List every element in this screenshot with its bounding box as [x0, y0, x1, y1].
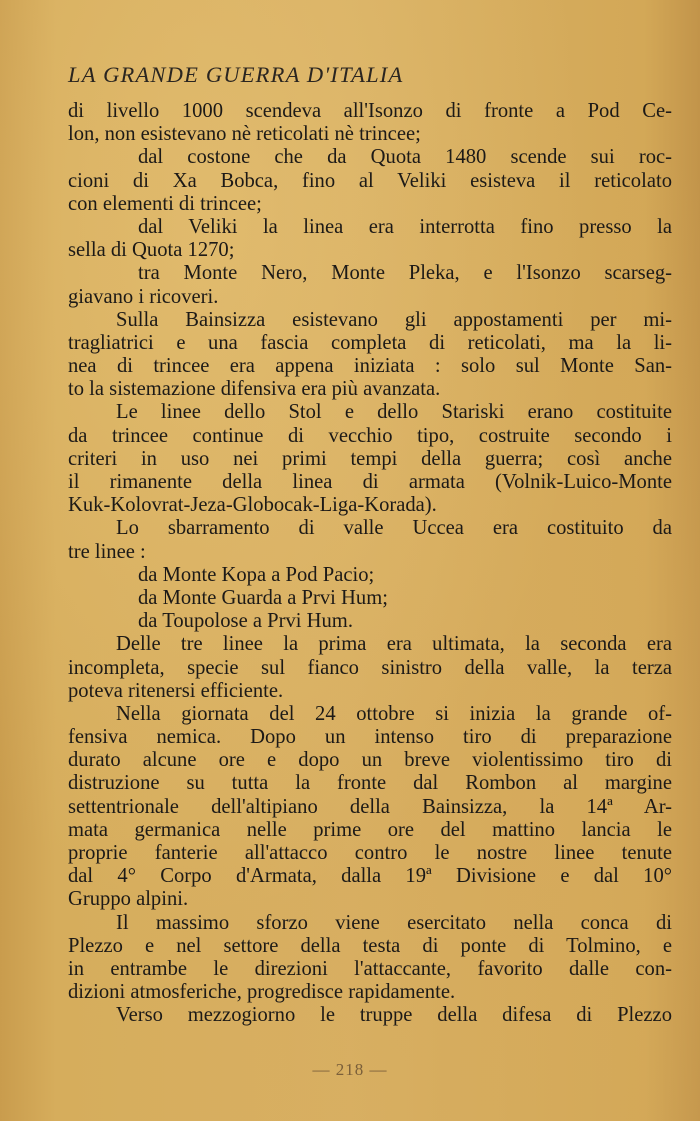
text-line: giavano i ricoveri.: [68, 285, 219, 308]
text-line: da trincee continue di vecchio tipo, costruite secondo i: [68, 424, 672, 447]
text-line: il rimanente della linea di armata (Volnik-Luico-Monte: [68, 471, 672, 493]
text-line: tra Monte Nero, Monte Pleka, e l'Isonzo scarseg-: [138, 262, 672, 285]
text-line: di livello 1000 scendeva all'Isonzo di fronte a Pod Ce-: [68, 100, 672, 122]
text-line: durato alcune ore e dopo un breve violentissimo tiro di: [68, 749, 672, 772]
running-head: LA GRANDE GUERRA D'ITALIA: [68, 62, 404, 87]
text-line: Delle tre linee la prima era ultimata, la seconda era: [116, 633, 672, 656]
text-line: Kuk-Kolovrat-Jeza-Globocak-Liga-Korada).: [68, 494, 437, 517]
text-line: Il massimo sforzo viene esercitato nella conca di: [116, 911, 672, 934]
text-line: in entrambe le direzioni l'attaccante, favorito dalle con-: [68, 957, 672, 980]
text-line: dal costone che da Quota 1480 scende sui roc-: [138, 146, 672, 169]
text-line: dal Veliki la linea era interrotta fino presso la: [138, 215, 672, 238]
text-line: tragliatrici e una fascia completa di reticolati, ma la li-: [68, 331, 672, 354]
text-line: da Toupolose a Prvi Hum.: [138, 610, 353, 633]
text-line: criteri in uso nei primi tempi della guerra; così anche: [68, 447, 672, 470]
text-line: distruzione su tutta la fronte dal Rombon al margine: [68, 772, 672, 795]
text-line: mata germanica nelle prime ore del mattino lancia le: [68, 818, 672, 841]
text-line: sella di Quota 1270;: [68, 239, 235, 262]
text-line: Verso mezzogiorno le truppe della difesa di Plezzo: [116, 1004, 672, 1027]
text-line: Gruppo alpini.: [68, 888, 189, 911]
text-line: incompleta, specie sul fianco sinistro della valle, la terza: [68, 656, 672, 679]
text-line: dizioni atmosferiche, progredisce rapidamente.: [68, 981, 456, 1004]
text-line: cioni di Xa Bobca, fino al Veliki esisteva il reticolato: [68, 169, 672, 192]
text-line: nea di trincee era appena iniziata : solo sul Monte San-: [68, 355, 672, 378]
text-line: Plezzo e nel settore della testa di ponte di Tolmino, e: [68, 934, 672, 957]
text-line: Sulla Bainsizza esistevano gli appostamenti per mi-: [116, 308, 672, 331]
book-page: [68, 58, 672, 1028]
text-line: Nella giornata del 24 ottobre si inizia la grande of-: [116, 702, 672, 725]
text-line: settentrionale dell'altipiano della Bainsizza, la 14ª Ar-: [68, 795, 672, 818]
text-line: Le linee dello Stol e dello Stariski erano costituite: [116, 401, 672, 424]
text-line: da Monte Guarda a Prvi Hum;: [138, 586, 388, 609]
text-line: con elementi di trincee;: [68, 192, 262, 215]
text-line: poteva ritenersi efficiente.: [68, 679, 284, 702]
text-line: da Monte Kopa a Pod Pacio;: [138, 563, 375, 586]
page-number: — 218 —: [312, 1060, 388, 1079]
text-line: proprie fanterie all'attacco contro le nostre linee tenute: [68, 842, 672, 864]
text-line: to la sistemazione difensiva era più avanzata.: [68, 378, 441, 401]
text-line: tre linee :: [68, 540, 146, 563]
body-text: [68, 100, 672, 1028]
text-line: Lo sbarramento di valle Uccea era costituito da: [116, 517, 672, 540]
text-line: lon, non esistevano nè reticolati nè trincee;: [68, 123, 421, 146]
text-line: dal 4° Corpo d'Armata, dalla 19ª Divisione e dal 10°: [68, 865, 672, 888]
text-line: fensiva nemica. Dopo un intenso tiro di preparazione: [68, 726, 672, 749]
